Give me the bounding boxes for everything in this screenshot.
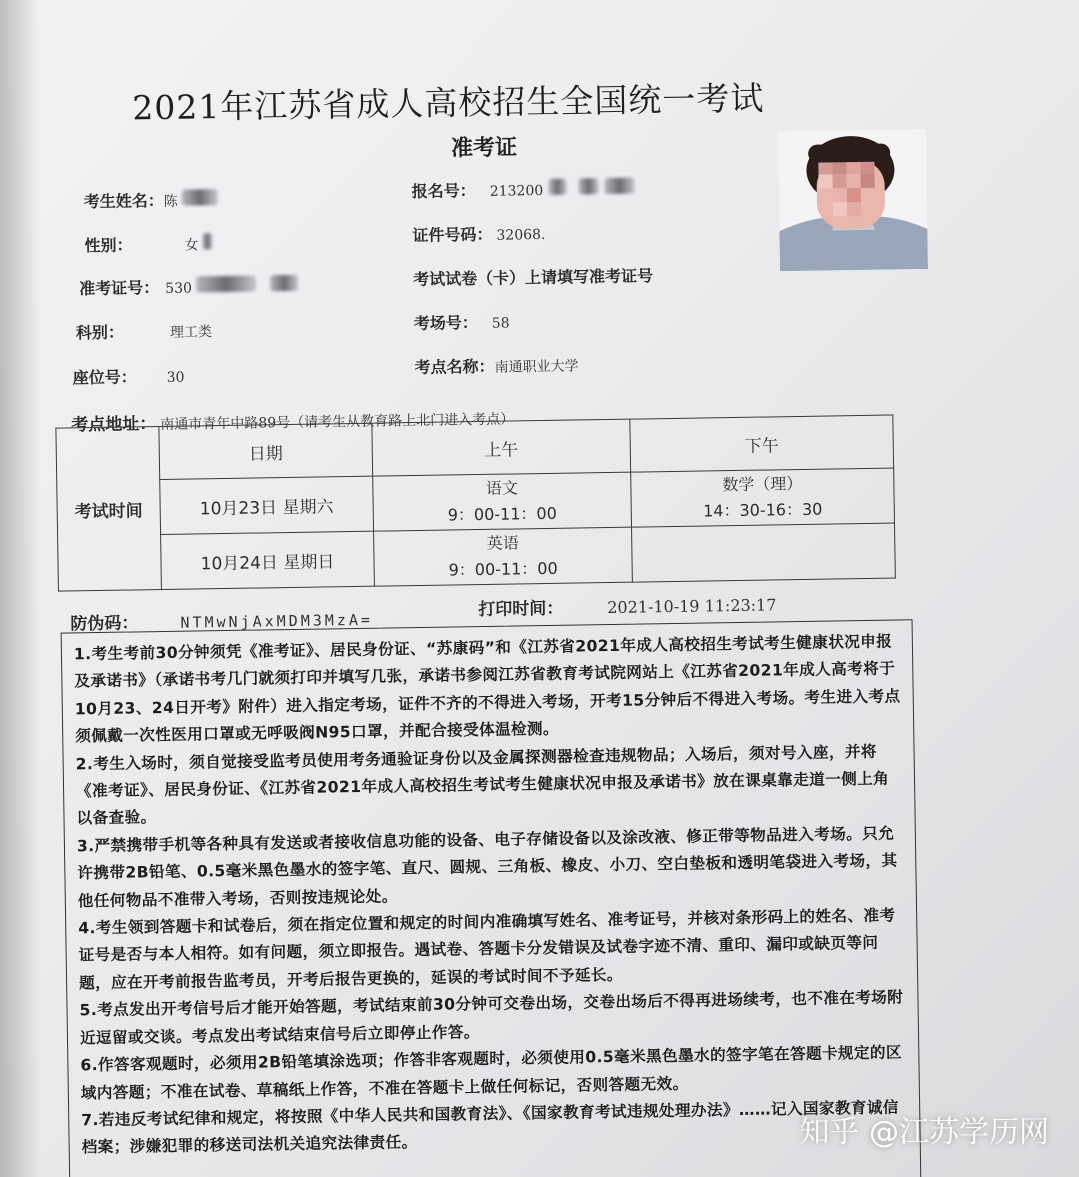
gender-row [84,231,212,256]
print-time-label: 打印时间： [478,598,564,621]
schedule-am-cell [373,472,632,531]
pm-subject: 数学（理） [722,473,803,495]
subject-label: 科别： [75,322,125,343]
room-label: 考场号： [413,313,478,334]
am-time: 9：00-11：00 [447,503,557,525]
redaction-mark [549,179,567,195]
redaction-mark [605,178,635,194]
schedule-col-am: 上午 [372,419,631,476]
watermark [799,1107,1049,1151]
exam-rules-box [61,619,922,1177]
id-row [412,221,545,246]
registration-row [412,176,636,203]
name-row [84,187,218,212]
ticket-number-value: 530 [165,280,193,297]
pm-subject [633,551,893,555]
document-subtitle: 准考证 [450,134,518,162]
am-subject: 语文 [485,478,519,498]
gender-label: 性别： [84,235,133,256]
site-value: 南通职业大学 [494,358,579,376]
candidate-photo [778,129,928,271]
exam-schedule-table [55,415,895,592]
redaction-mark [196,276,256,293]
rule-item: 2.考生入场时，须自觉接受监考员使用考务通验证身份以及金属探测器检查违规物品；入场后，须对号入座，并将《准考证》、居民身份证、《江苏省2021年成人高校招生考试考生健康状况申报及承诺书》放在课桌靠走道一侧上角以备查验。 [75,742,890,828]
gender-value: 女 [184,237,199,254]
schedule-col-date: 日期 [159,423,373,479]
rule-item: 6.作答客观题时，必须用2B铅笔填涂选项；作答非客观题时，必须使用0.5毫米黑色墨水的签字笔在答题卡规定的区域内答题；不准在试卷、草稿纸上作答，不准在答题卡上做任何标记，否则答题无效。 [80,1043,903,1102]
schedule-pm-cell [631,468,895,527]
site-label: 考点名称： [414,356,495,378]
security-code-value: NTMwNjAxMDM3MzA= [180,610,374,632]
redaction-mark [182,189,218,206]
am-subject: 英语 [486,533,519,553]
rule-item: 4.考生领到答题卡和试卷后，须在指定位置和规定的时间内准确填写姓名、准考证号，并核对条形码上的姓名、准考证号是否与本人相符。如有问题，须立即报告。遇试卷、答题卡分发错误及试卷字迹不清、重印、漏印或缺页等问题，应在开考前报告监考员，开考后报告更换的，延误的考试时间不予延长。 [78,906,896,993]
ticket-note: 考试试卷（卡）上请填写准考证号 [412,266,654,290]
schedule-row [58,523,896,591]
rule-item: 1.考生考前30分钟须凭《准考证》、居民身份证、“苏康码”和《江苏省2021年成人高校招生考试考生健康状况申报及承诺书》（承诺书考几门就须打印并填写几张，承诺书参阅江苏省教育考试院网站上《江苏省2021年成人高考将于10月23、24日开考》附件）进入指定考场，证件不齐的不得进入考场，开考15分钟后不得进入考场。考生进入考点须佩戴一次性医用口罩或无呼吸阀N95口罩，并配合接受体温检测。 [73,632,901,746]
ticket-note-row [413,263,653,290]
registration-value: 213200 [489,182,544,200]
pm-time: 14：30-16：30 [703,499,823,521]
ticket-number-row [79,273,298,299]
am-time: 9：00-11：00 [448,558,558,580]
rule-item: 3.严禁携带手机等各种具有发送或者接收信息功能的设备、电子存储设备以及涂改液、修正带等物品进入考场。只允许携带2B铅笔、0.5毫米黑色墨水的签字笔、直尺、圆规、三角板、橡皮、小刀、空白垫板和透明笔袋进入考场，其他任何物品不准带入考场，否则按违规论处。 [76,824,898,911]
redaction-mark [270,275,298,291]
address-label: 考点地址： [71,414,157,436]
address-value: 南通市青年中路89号（请考生从教育路上北门进入考点） [160,411,515,434]
rule-item: 7.若违反考试纪律和规定，将按照《中华人民共和国教育法》、《国家教育考试违规处理办法》……记入国家教育诚信档案；涉嫌犯罪的移送司法机关追究法律责任。 [81,1098,899,1157]
schedule-am-cell [374,527,633,586]
watermark-text: 知乎 @江苏学历网 [799,1115,1049,1150]
rule-item: 5.考点发出开考信号后才能开始答题，考试结束前30分钟可交卷出场，交卷出场后不得再进场续考，也不准在考场附近逗留或交谈。考点发出考试结束信号后立即停止作答。 [79,988,904,1048]
schedule-pm-cell [632,523,896,582]
id-label: 证件号码： [412,224,493,246]
seat-label: 座位号： [72,367,137,388]
schedule-date: 10月24日 星期日 [161,531,375,589]
schedule-date: 10月23日 星期六 [160,476,374,534]
schedule-col-pm: 下午 [630,415,894,472]
room-row [414,310,510,335]
subject-value: 理工类 [169,324,213,341]
site-row [414,352,578,378]
security-code-label: 防伪码： [70,613,139,635]
seat-value: 30 [166,369,185,386]
document-title: 2021年江苏省成人高校招生全国统一考试 [132,78,765,128]
registration-label: 报名号： [411,181,476,202]
subject-row [76,318,212,343]
pm-time [633,551,893,555]
schedule-row-header: 考试时间 [56,427,162,592]
seat-row [72,364,184,389]
print-time-value: 2021-10-19 11:23:17 [607,595,777,618]
print-time-row [478,590,777,620]
name-value: 陈 [163,193,178,210]
redaction-mark [202,233,212,249]
room-value: 58 [491,315,510,332]
redaction-mark [579,178,599,194]
id-value: 32068. [496,226,546,244]
name-label: 考生姓名： [83,190,164,212]
ticket-number-label: 准考证号： [79,278,160,299]
